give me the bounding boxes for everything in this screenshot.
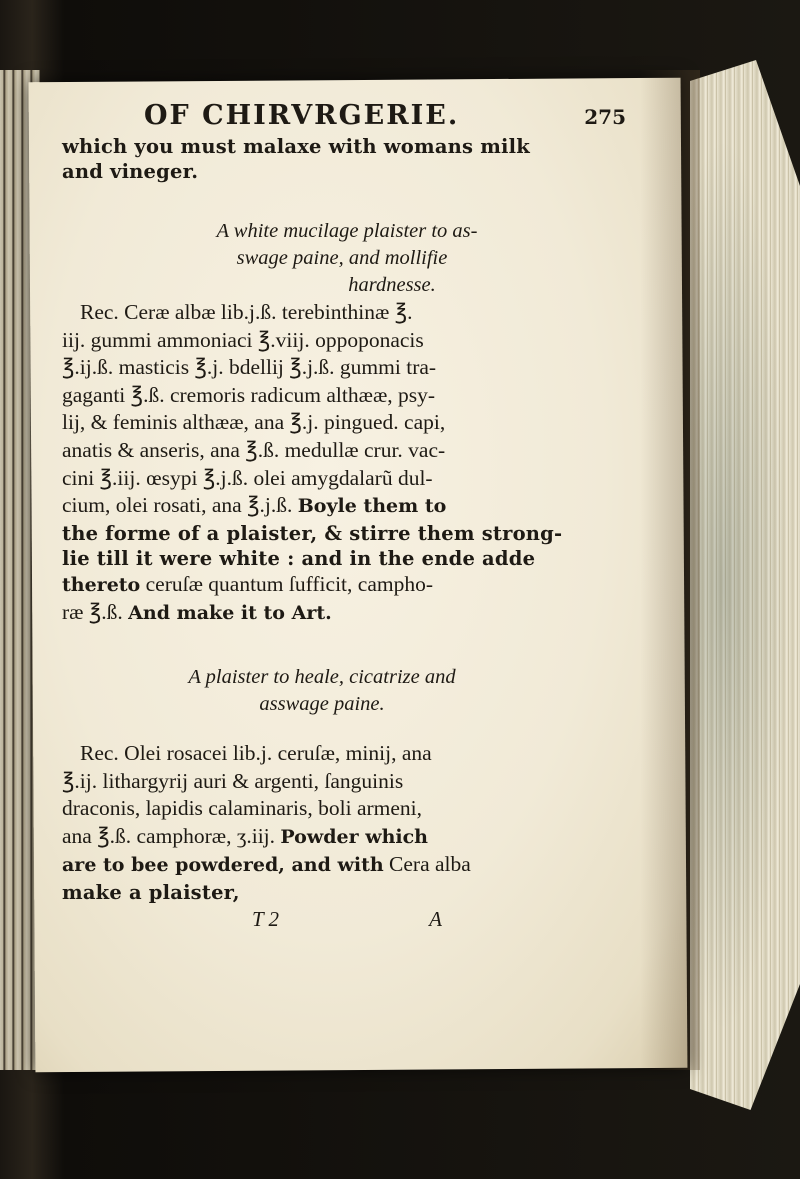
recipe2-mixed-line	[62, 823, 662, 852]
recipe2-last-line: make a plaister,	[62, 880, 240, 904]
recipe2-mixed-line	[62, 851, 662, 880]
latin-text: ræ ℥.ß.	[62, 600, 123, 625]
recipe2-line: ℥.ij. lithargyrij auri & argenti, ſanguinis	[62, 768, 404, 793]
recipe2-line: draconis, lapidis calaminaris, boli armeni,	[62, 796, 423, 821]
english-text: are to bee powdered, and with	[62, 854, 384, 877]
recipe2-body	[62, 740, 662, 905]
recipe1-mixed-line	[62, 492, 662, 521]
recipe1-heading	[62, 218, 662, 299]
english-text: Powder which	[280, 825, 428, 848]
recipe1-heading-line: hardnesse.	[348, 274, 436, 296]
english-text: thereto	[62, 573, 141, 596]
recipe1-line: cini ℥.iij. œsypi ℥.j.ß. olei amygdalarũ dul-	[62, 465, 433, 490]
latin-text: Cera alba	[389, 852, 471, 877]
english-text: And make it to Art.	[128, 602, 332, 625]
latin-text: ana ℥.ß. camphoræ, ʒ.iij.	[62, 823, 276, 848]
latin-text: ceruſæ quantum ſufficit, campho-	[145, 571, 433, 596]
recipe1-body	[62, 299, 662, 628]
english-text: Boyle them to	[297, 495, 447, 518]
latin-text: cium, olei rosati, ana ℥.j.ß.	[62, 493, 293, 518]
recipe2-heading	[62, 664, 662, 718]
recipe1-english-line: lie till it were white : and in the ende adde	[62, 546, 536, 570]
running-head-title: OF CHIRVRGERIE.	[144, 100, 460, 131]
intro-line: and vineger.	[62, 160, 199, 183]
right-page-edges	[690, 60, 800, 1110]
recipe1-line: ℥.ij.ß. masticis ℥.j. bdellij ℥.j.ß. gummi tra-	[62, 355, 437, 380]
intro-line: which you must malaxe with womans milk	[62, 135, 530, 158]
intro-paragraph	[62, 134, 662, 184]
recipe1-mixed-line	[62, 571, 662, 600]
recipe1-line: lij, & feminis althææ, ana ℥.j. pingued. capi,	[62, 410, 446, 435]
recipe1-heading-line: swage paine, and mollifie	[236, 247, 448, 269]
recipe1-english-line: the forme of a plaister, & stirre them strong-	[62, 521, 563, 545]
recipe1-line: anatis & anseris, ana ℥.ß. medullæ crur. vac-	[62, 437, 446, 462]
recipe1-line: gaganti ℥.ß. cremoris radicum althææ, psy-	[62, 382, 436, 407]
page-footer	[62, 907, 662, 932]
recipe1-mixed-line	[62, 599, 662, 628]
catchword: A	[429, 906, 442, 931]
recipe2-line: Rec. Olei rosacei lib.j. ceruſæ, minij, ana	[80, 740, 432, 765]
recipe1-line: iij. gummi ammoniaci ℥.viij. oppoponacis	[62, 327, 424, 352]
recipe2-heading-line: asswage paine.	[259, 692, 385, 715]
recipe2-heading-line: A plaister to heale, cicatrize and	[188, 665, 456, 688]
recipe1-heading-line: A white mucilage plaister to as-	[216, 220, 478, 242]
recipe1-line: Rec. Ceræ albæ lib.j.ß. terebinthinæ ℥.	[80, 300, 413, 324]
page-text	[62, 100, 662, 932]
running-head	[62, 100, 662, 134]
signature-mark: T 2	[252, 906, 280, 931]
page-number: 275	[584, 105, 626, 129]
